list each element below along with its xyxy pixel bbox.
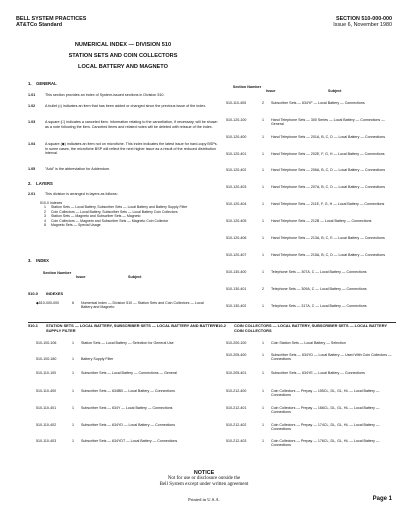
issue-cell: 1 <box>262 439 264 443</box>
subject-cell: Hand Telephone Sets — 207A, B, C, D — Local Battery — Connections <box>271 185 385 189</box>
subject-cell: Coin Collectors — Prepay — 176CL, DL, GL, HL — Local Battery — Connections <box>271 439 380 448</box>
section-number-cell: 510-120-401 <box>226 152 247 156</box>
issue-cell: 1 <box>262 219 264 223</box>
subject-cell: Subscriber Sets — 634YD — Local Battery — Used With Coin Collectors — Connections <box>271 353 392 362</box>
issue-cell: 1 <box>262 406 264 410</box>
issue-cell: 6 <box>72 301 74 305</box>
subject-cell: Hand Telephone Sets — 211E, F, G, H — Local Battery — Connections <box>271 202 385 206</box>
section-number: SECTION 510-000-000 <box>335 16 392 22</box>
paragraph <box>28 167 218 172</box>
issue-cell: 1 <box>262 389 264 393</box>
group-title: COIN COLLECTORS — LOCAL BATTERY, SUBSCRIBER SETS — LOCAL BATTERY COIN COLLECTORS <box>234 323 387 333</box>
section-number-cell: 510-110-401 <box>36 406 57 410</box>
issue-cell: 1 <box>262 135 264 139</box>
subject-cell: Hand Telephone Sets — 201A, B, C, D — Local Battery — Connections <box>271 135 385 139</box>
general-heading-text: GENERAL <box>36 81 57 86</box>
group-code: 510-1 <box>28 323 38 328</box>
paragraph <box>28 120 218 129</box>
issue-cell: 1 <box>72 341 74 345</box>
list-item: 3 Station Sets — Magneto and Subscriber Sets — Magneto <box>44 214 141 219</box>
issue-cell: 1 <box>72 371 74 375</box>
subject-cell: Coin Collectors — Prepay — 166CL, DL, GL, HL — Local Battery — Connections <box>271 406 380 415</box>
title-line-3: LOCAL BATTERY AND MAGNETO <box>78 64 168 70</box>
subject-cell: Subscriber Sets — 634BB — Local Battery — Connections <box>81 389 175 393</box>
paragraph-text: A bullet (•) indicates an item that has been added or changed since the previous issue of the index. <box>45 104 207 108</box>
issue-cell: 1 <box>262 236 264 240</box>
layers-heading <box>28 181 53 186</box>
paragraph-number: 1.05 <box>28 167 36 171</box>
general-heading <box>28 81 57 86</box>
paragraph <box>28 142 218 156</box>
section-number-cell: 510-130-402 <box>226 304 247 308</box>
page-number: Page 1 <box>372 496 392 502</box>
general-heading-number: 1. <box>28 81 32 86</box>
section-number-cell: 510-212-401 <box>226 406 247 410</box>
subject-cell: Hand Telephone Sets — 206A, B, C, D — Local Battery — Connections <box>271 168 385 172</box>
paragraph-number: 1.02 <box>28 104 36 108</box>
layers-heading-text: LAYERS <box>36 181 53 186</box>
subject-cell: Battery Supply Filter <box>81 357 114 361</box>
notice-title: NOTICE <box>193 470 215 476</box>
section-number-cell: 510-212-402 <box>226 423 247 427</box>
subject-cell: Coin Collectors — Prepay — 174CL, DL, GL, HL — Local Battery — Connections <box>271 423 380 432</box>
document-titles <box>28 40 218 73</box>
subject-cell: Subscriber Sets — 634YF — Local Battery — Connections <box>271 101 365 105</box>
issue-cell: 1 <box>262 423 264 427</box>
section-number-cell: 510-120-100 <box>226 118 247 122</box>
paragraph-text: A square (□) indicates a canceled item. Information relating to the cancellation, if necessary, will be shown as a note following the item. Canceled items and related notes will be deleted with reissue of the index. <box>45 120 218 129</box>
subject-cell: Hand Telephone Sets — 212B — Local Battery — Connections <box>271 219 372 223</box>
group-code: 510-2 <box>216 323 226 328</box>
layer-list <box>40 201 216 227</box>
index-heading-text: INDEX <box>36 258 49 263</box>
notice-line: Bell System except under written agreement <box>159 482 249 487</box>
index-heading-number: 3. <box>28 258 32 263</box>
title-line-2: STATION SETS AND COIN COLLECTORS <box>68 53 178 59</box>
paragraph <box>28 104 218 109</box>
title-line-1: NUMERICAL INDEX — DIVISION 510 <box>74 42 172 48</box>
issue-cell: 1 <box>72 357 74 361</box>
paragraph-text: A square (◆) indicates an item not on microfiche. This index indicates the latest issue for hard-copy BSPs. In some cases, the microfiche BSP will reflect the next higher issue as a result of the reduced distribution interval. <box>45 142 218 156</box>
section-number-cell: 510-110-400 <box>36 389 57 393</box>
section-number-cell: 510-110-100 <box>36 371 57 375</box>
paragraph-number: 2.01 <box>28 192 36 196</box>
issue-date: Issue 6, November 1980 <box>333 22 392 29</box>
section-number-cell: 510-120-404 <box>226 202 247 206</box>
list-item: 8 Magneto Sets — Special Usage <box>44 223 101 228</box>
list-item: 4 Coin Collectors — Magneto and Subscriber Sets — Magneto Coin Collector <box>44 218 169 223</box>
issue-cell: 1 <box>262 118 264 122</box>
column-header-section: Section Number <box>232 85 262 89</box>
issue-cell: 1 <box>262 202 264 206</box>
section-number-cell: 510-130-401 <box>226 287 247 291</box>
section-number-cell: 510-130-400 <box>226 270 247 274</box>
section-number-cell: 510-120-402 <box>226 168 247 172</box>
subject-cell: Hand Telephone Sets — 215A, B, C, D — Local Battery — Connections <box>271 253 385 257</box>
subject-cell: Hand Telephone Sets — 213A, B, C, E — Local Battery — Connections <box>271 236 385 240</box>
issue-cell: 1 <box>72 423 74 427</box>
section-number-cell: 510-110-402 <box>36 423 57 427</box>
issue-cell: 1 <box>262 168 264 172</box>
group-title: INDEXES <box>46 291 64 296</box>
paragraph-text: "Add" is the abbreviation for Addendum. <box>45 167 111 171</box>
column-header-subject: Subject <box>328 89 342 93</box>
practice-title: BELL SYSTEM PRACTICES <box>16 16 87 22</box>
subject-cell: Subscriber Sets — 634YE — Local Battery — Connections <box>271 371 365 375</box>
paragraph-number: 1.04 <box>28 142 36 146</box>
subject-cell: Numerical Index — Division 510 — Station Sets and Coin Collectors — Local Battery and Magneto <box>81 301 204 310</box>
section-number-cell: 510-200-100 <box>226 341 247 345</box>
layer-intro: 510-0 Indexes <box>40 201 63 205</box>
issue-cell: 1 <box>262 152 264 156</box>
section-number-cell: 510-120-407 <box>226 253 247 257</box>
issue-cell: 1 <box>262 270 264 274</box>
practice-header <box>16 16 86 29</box>
subject-cell: Hand Telephone Sets — 300 Series — Local Battery — Connections — General <box>271 118 385 127</box>
issue-cell: 1 <box>262 185 264 189</box>
section-number-cell: 510-120-405 <box>226 219 247 223</box>
subject-cell: Subscriber Sets — 634YD — Local Battery — Connections <box>81 423 176 427</box>
column-header-issue: Issue <box>76 275 86 279</box>
paragraph-text: This section provides an index of System-issued sections in Division 510. <box>45 93 165 97</box>
subject-cell: Telephone Sets — 317A, C — Local Battery — Connections <box>271 304 367 308</box>
column-header-issue: Issue <box>266 89 276 93</box>
list-item: 2 Coin Collectors — Local Battery, Subscriber Sets — Local Battery Coin Collectors <box>44 209 178 214</box>
index-heading <box>28 258 49 263</box>
list-item: 1 Station Sets — Local Battery, Subscriber Sets — Local Battery and Battery Supply Filter <box>44 205 188 210</box>
section-number-cell: 510-120-403 <box>226 185 247 189</box>
column-header-section: Section Number <box>42 271 72 275</box>
subject-cell: Telephone Sets — 307A, C — Local Battery — Connections <box>271 270 367 274</box>
subject-cell: Subscriber Sets — 634Y — Local Battery — Connections <box>81 406 173 410</box>
subject-cell: Subscriber Sets — 634YDT — Local Battery — Connections <box>81 439 178 443</box>
section-header <box>333 16 392 29</box>
section-number-cell: 510-212-400 <box>226 389 247 393</box>
section-number-cell: 510-120-400 <box>226 135 247 139</box>
printed-in: Printed in U.S.A. <box>188 497 220 502</box>
section-number-cell: 510-100-180 <box>36 357 57 361</box>
issue-cell: 2 <box>262 101 264 105</box>
subject-cell: Station Sets — Local Battery — Selection for General Use <box>81 341 174 345</box>
issue-cell: 1 <box>262 304 264 308</box>
paragraph-text: This division is arranged in layers as follows: <box>45 192 118 196</box>
issue-cell: 1 <box>262 253 264 257</box>
subject-cell: Telephone Sets — 309A, C — Local Battery — Connections <box>271 287 367 291</box>
paragraph <box>28 192 218 197</box>
paragraph-number: 1.03 <box>28 120 36 124</box>
section-number-cell: 510-120-406 <box>226 236 247 240</box>
section-number-cell: 510-110-405 <box>226 101 247 105</box>
subject-cell: Hand Telephone Sets — 202E, F, G, H — Local Battery — Connections <box>271 152 385 156</box>
group-code: 510-0 <box>28 291 38 296</box>
issue-cell: 1 <box>72 406 74 410</box>
paragraph <box>28 93 218 98</box>
issue-cell: 1 <box>72 389 74 393</box>
notice-block <box>0 470 408 488</box>
group-title: STATION SETS — LOCAL BATTERY, SUBSCRIBER SETS — LOCAL BATTERY AND BATTERY SUPPLY FILTER <box>46 323 218 333</box>
section-number-cell: 510-110-403 <box>36 439 57 443</box>
subject-cell: Coin Collectors — Prepay — 155CL, DL, GL, HL — Local Battery — Connections <box>271 389 380 398</box>
issue-cell: 1 <box>262 371 264 375</box>
section-number-cell: 510-205-400 <box>226 353 247 357</box>
issue-cell: 1 <box>262 341 264 345</box>
notice-line: Not for use or disclosure outside the <box>167 476 241 481</box>
column-header-subject: Subject <box>128 275 142 279</box>
issue-cell: 1 <box>262 353 264 357</box>
issue-cell: 1 <box>72 439 74 443</box>
layers-heading-number: 2. <box>28 181 32 186</box>
section-number-cell: ◆510-000-000 <box>36 301 60 305</box>
issue-cell: 2 <box>262 287 264 291</box>
subject-cell: Coin Station Sets — Local Battery — Selection <box>271 341 346 345</box>
section-number-cell: 510-100-106 <box>36 341 57 345</box>
subject-cell: Subscriber Sets — Local Battery — Connections — General <box>81 371 177 375</box>
section-number-cell: 510-212-403 <box>226 439 247 443</box>
practice-standard: AT&TCo Standard <box>16 22 63 29</box>
section-number-cell: 510-205-401 <box>226 371 247 375</box>
paragraph-number: 1.01 <box>28 93 36 97</box>
